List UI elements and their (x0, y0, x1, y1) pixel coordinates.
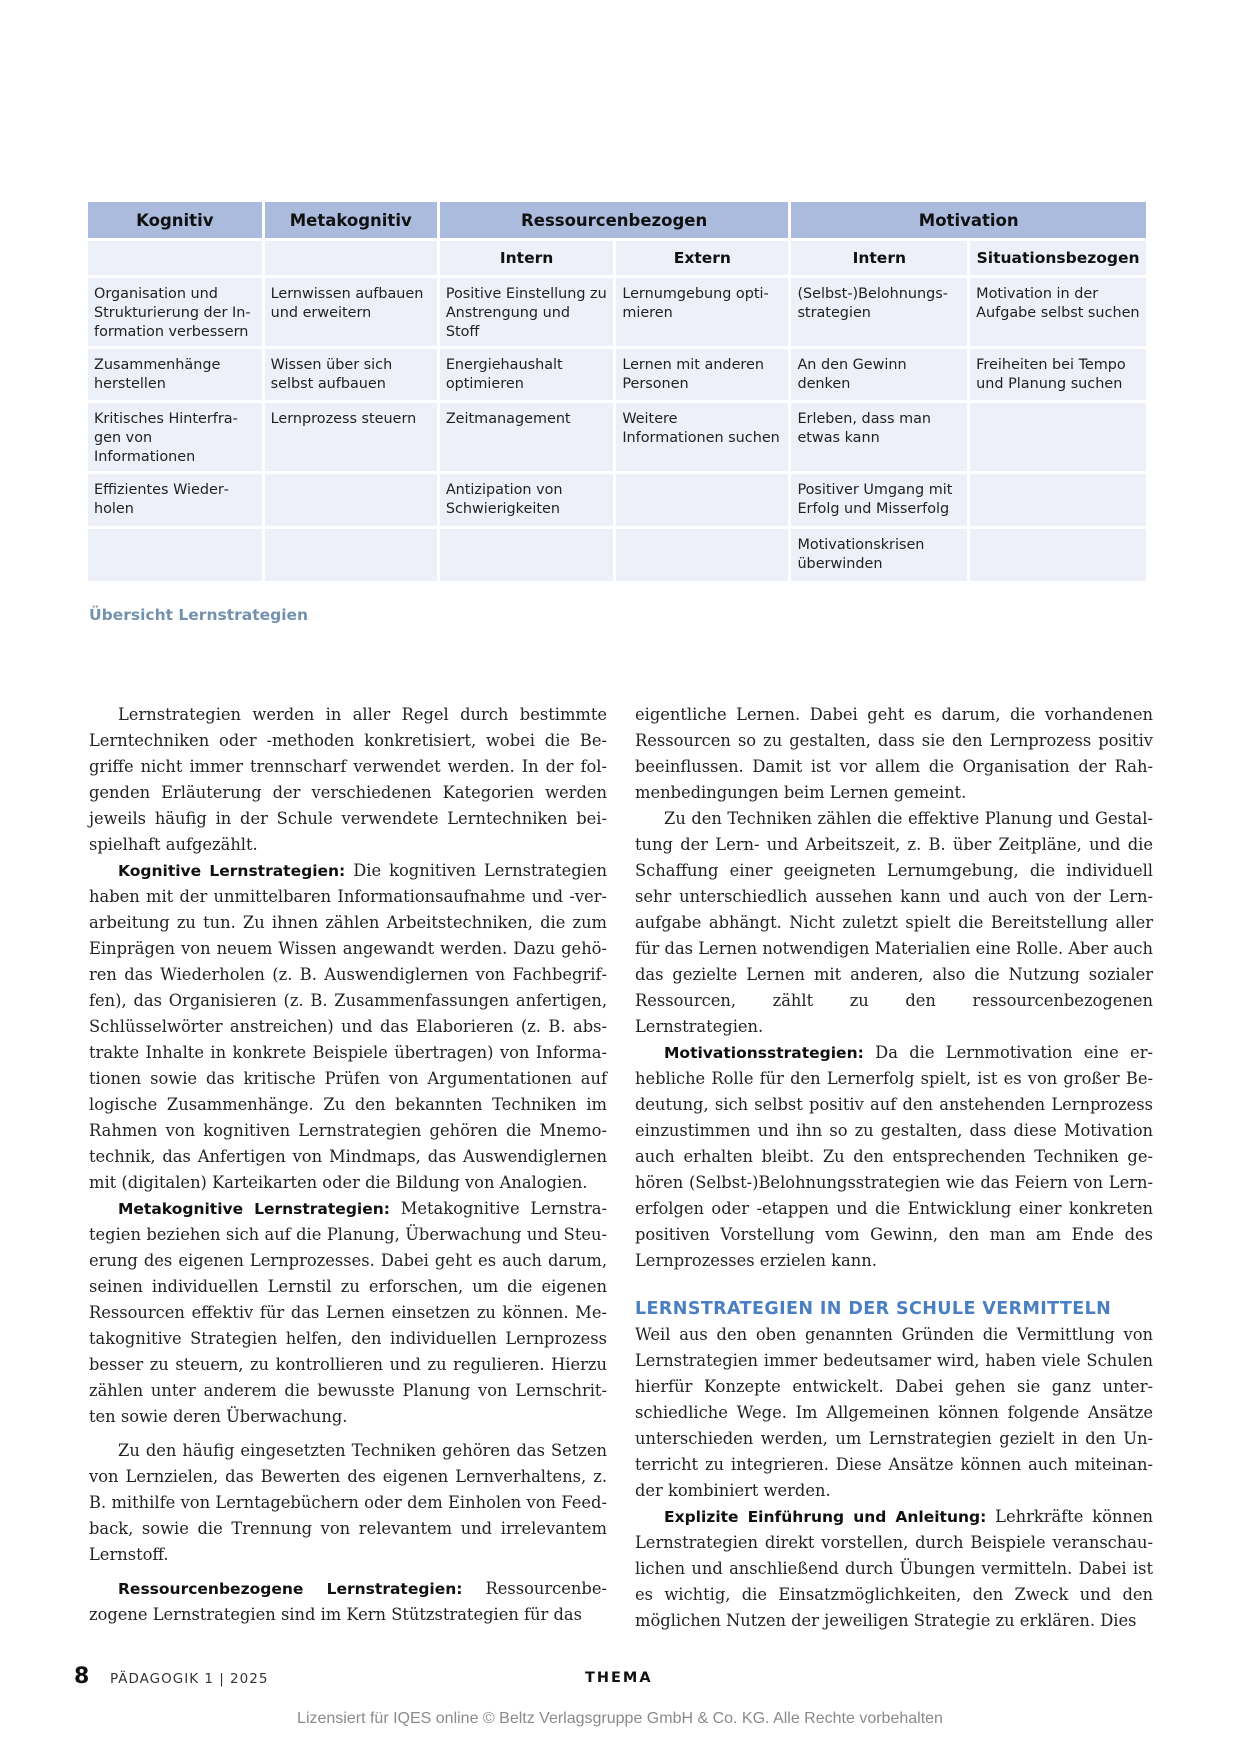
header-kognitiv: Kognitiv (88, 202, 262, 238)
paragraph: Weil aus den oben genannten Gründen die Vermittlung von Lernstrategien immer bedeutsamer wird, haben viele Schulen hierfür Konzepte entwickelt. Dabei gehen sie ganz unterschiedliche Wege. Im Allgemeinen können folgende Ansätze unterschieden werden, um Lernstrategien gezielt in den Unterricht zu integrieren. Diese Ansätze können auch miteinander kombiniert werden. (635, 1325, 1153, 1500)
table-cell (970, 403, 1146, 471)
table-cell: Lernen mit anderen Personen (616, 349, 788, 400)
section-heading: LERNSTRATEGIEN IN DER SCHULE VERMITTELN (635, 1299, 1112, 1319)
table-cell (616, 474, 788, 526)
article-column-left (89, 702, 607, 1628)
table-cell: Lernwissen aufbauen und erweitern (265, 278, 437, 346)
table-cell: Positive Einstellung zu Anstrengung und Stoff (440, 278, 613, 346)
table-cell: Lernprozess steuern (265, 403, 437, 471)
table-row (88, 278, 1146, 346)
table-caption: Übersicht Lernstrategien (89, 606, 309, 624)
table-cell: (Selbst-)Belohnungsstrategien (791, 278, 967, 346)
paragraph: eigentliche Lernen. Dabei geht es darum, die vorhandenen Ressourcen so zu gestalten, dass sie den Lernprozess positiv beeinflussen. Damit ist vor allem die Organisation der Rahmenbedingungen beim Lernen gemeint. (635, 705, 1153, 802)
table-cell (265, 474, 437, 526)
table-cell: Erleben, dass man etwas kann (791, 403, 967, 471)
table-cell: Organisation und Strukturierung der Information verbessern (88, 278, 262, 346)
subheader-cell (265, 241, 437, 275)
paragraph-lead: Metakognitive Lernstrategien: (118, 1200, 390, 1218)
subheader-cell (88, 241, 262, 275)
table-cell: Zusammenhänge herstellen (88, 349, 262, 400)
header-ressourcenbezogen: Ressourcenbezogen (440, 202, 789, 238)
table-row (88, 529, 1146, 581)
header-metakognitiv: Metakognitiv (265, 202, 437, 238)
subheader-res-extern: Extern (616, 241, 788, 275)
table-cell: An den Gewinn denken (791, 349, 967, 400)
table-header-row (88, 202, 1146, 238)
table-cell: Weitere Informationen suchen (616, 403, 788, 471)
table-cell: Kritisches Hinterfragen von Informationen (88, 403, 262, 471)
header-motivation: Motivation (791, 202, 1146, 238)
paragraph: Lernstrategien werden in aller Regel durch bestimmte Lerntechniken oder -methoden konkretisiert, wobei die Begriffe nicht immer trennscharf verwendet werden. In der folgenden Erläuterung der verschiedenen Kategorien werden jeweils häufig in der Schule verwendete Lerntechniken beispielhaft aufgezählt. (89, 705, 607, 854)
table-cell (616, 529, 788, 581)
subheader-mot-situationsbezogen: Situationsbezogen (970, 241, 1146, 275)
table-cell: Lernumgebung optimieren (616, 278, 788, 346)
paragraph (635, 1504, 1153, 1634)
paragraph (89, 1196, 607, 1430)
table-cell: Wissen über sich selbst aufbauen (265, 349, 437, 400)
table-cell: Zeitmanagement (440, 403, 613, 471)
table-cell: Motivation in der Aufgabe selbst suchen (970, 278, 1146, 346)
paragraph-text: Ressourcenbezogene Lernstrategien sind im Kern Stützstrategien für das (89, 1579, 607, 1624)
paragraph-lead: Motivationsstrategien: (664, 1044, 864, 1062)
subheader-mot-intern: Intern (791, 241, 967, 275)
article-column-right (635, 702, 1153, 1634)
learning-strategies-table (85, 199, 1149, 584)
paragraph-text: Metakognitive Lernstrategien beziehen sich auf die Planung, Überwachung und Steuerung des eigenen Lernprozesses. Dabei geht es auch darum, seinen individuellen Lernstil zu erforschen, um die eigenen Ressourcen effektiv für das Lernen einsetzen zu können. Metakognitive Strategien helfen, den individuellen Lernprozess besser zu steuern, zu kontrollieren und zu regulieren. Hierzu zählen unter anderem die bewusste Planung von Lernschritten sowie deren Überwachung. (89, 1199, 607, 1426)
section-label: THEMA (585, 1670, 653, 1686)
table-cell: Freiheiten bei Tempo und Planung suchen (970, 349, 1146, 400)
paragraph-lead: Kognitive Lernstrategien: (118, 862, 346, 880)
table-cell (440, 529, 613, 581)
paragraph (89, 858, 607, 1196)
license-notice: Lizensiert für IQES online © Beltz Verlagsgruppe GmbH & Co. KG. Alle Rechte vorbehalten (297, 1710, 943, 1727)
table-cell: Positiver Umgang mit Erfolg und Misserfolg (791, 474, 967, 526)
table-cell (88, 529, 262, 581)
paragraph: Zu den Techniken zählen die effektive Planung und Gestaltung der Lern- und Arbeitszeit, z. B. über Zeitpläne, und die Schaffung einer geeigneten Lernumgebung, die individuell sehr unterschiedlich aussehen kann und auch von der Lernaufgabe abhängt. Nicht zuletzt spielt die Bereitstellung aller für das Lernen notwendigen Materialien eine Rolle. Aber auch das gezielte Lernen mit anderen, also die Nutzung sozialer Ressourcen, zählt zu den ressourcenbezogenen Lernstrategien. (635, 809, 1153, 1036)
paragraph (635, 1040, 1153, 1274)
paragraph-text: Lehrkräfte können Lernstrategien direkt vorstellen, durch Beispiele veranschaulichen und anschließend durch Übungen vermitteln. Dabei ist es wichtig, die Einsatzmöglichkeiten, den Zweck und den möglichen Nutzen der jeweiligen Strategie zu erklären. Dies (635, 1507, 1153, 1630)
paragraph-lead: Ressourcenbezogene Lernstrategien: (118, 1580, 463, 1598)
table-cell: Motivationskrisen überwinden (791, 529, 967, 581)
paragraph (89, 1576, 607, 1628)
magazine-issue: PÄDAGOGIK 1 | 2025 (110, 1671, 269, 1687)
table-row (88, 403, 1146, 471)
table-cell: Antizipation von Schwierigkeiten (440, 474, 613, 526)
paragraph-lead: Explizite Einführung und Anleitung: (664, 1508, 987, 1526)
table-cell: Effizientes Wiederholen (88, 474, 262, 526)
paragraph-text: Da die Lernmotivation eine erhebliche Rolle für den Lernerfolg spielt, ist es von großer Bedeutung, sich selbst positiv auf den anstehenden Lernprozess einzustimmen und ihn so zu gestalten, dass diese Motivation auch erhalten bleibt. Zu den entsprechenden Techniken gehören (Selbst-)Belohnungsstrategien wie das Feiern von Lernerfolgen oder -etappen und die Entwicklung einer konkreten positiven Vorstellung vom Gewinn, den man am Ende des Lernprozesses erzielen kann. (635, 1043, 1153, 1270)
table-cell: Energiehaushalt optimieren (440, 349, 613, 400)
paragraph: Zu den häufig eingesetzten Techniken gehören das Setzen von Lernzielen, das Bewerten des eigenen Lernverhaltens, z. B. mithilfe von Lerntagebüchern oder dem Einholen von Feedback, sowie die Trennung von relevantem und irrelevantem Lernstoff. (89, 1441, 607, 1564)
table-subheader-row (88, 241, 1146, 275)
table-cell (265, 529, 437, 581)
table-cell (970, 474, 1146, 526)
table-cell (970, 529, 1146, 581)
subheader-res-intern: Intern (440, 241, 613, 275)
table-row (88, 349, 1146, 400)
page-number: 8 (74, 1664, 90, 1689)
paragraph-text: Die kognitiven Lernstrategien haben mit der unmittelbaren Informationsaufnahme und -verarbeitung zu tun. Zu ihnen zählen Arbeitstechniken, die zum Einprägen von neuem Wissen angewandt werden. Dazu gehören das Wiederholen (z. B. Auswendiglernen von Fachbegriffen), das Organisieren (z. B. Zusammenfassungen anfertigen, Schlüsselwörter anstreichen) und das Elaborieren (z. B. abstrakte Inhalte in konkrete Beispiele übertragen) von Informationen sowie das kritische Prüfen von Argumentationen auf logische Zusammenhänge. Zu den bekannten Techniken im Rahmen von kognitiven Lernstrategien gehören die Mnemotechnik, das Anfertigen von Mindmaps, das Auswendiglernen mit (digitalen) Karteikarten oder die Bildung von Analogien. (89, 861, 607, 1192)
table-row (88, 474, 1146, 526)
